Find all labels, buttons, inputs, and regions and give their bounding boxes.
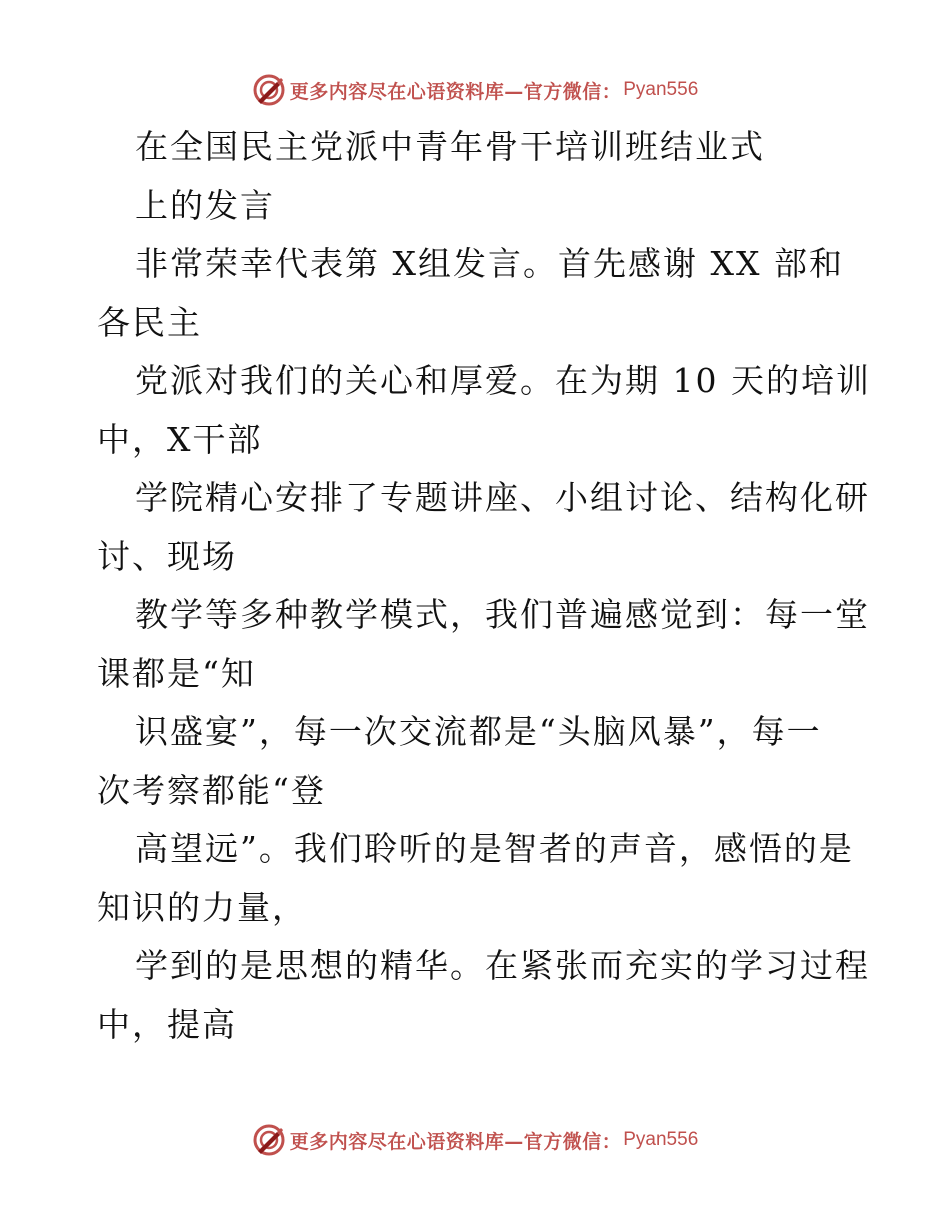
text-line: 教学等多种教学模式，我们普遍感觉到：每一堂 — [135, 595, 870, 634]
text-line: 非常荣幸代表第 X组发言。首先感谢 XX 部和 — [135, 244, 844, 283]
watermark-header — [0, 70, 950, 110]
text-line: 知识的力量， — [97, 887, 307, 927]
watermark-id: Pyan556 — [623, 1129, 699, 1150]
document-body — [97, 118, 871, 1054]
text-line: 上的发言 — [135, 185, 275, 225]
text-line: 党派对我们的关心和厚爱。在为期 10 天的培训 — [135, 361, 871, 400]
text-line: 各民主 — [97, 302, 202, 342]
watermark-text: 更多内容尽在心语资料库—官方微信： — [289, 1130, 622, 1153]
watermark-text: 更多内容尽在心语资料库—官方微信： — [289, 80, 622, 103]
text-line: 讨、现场 — [97, 536, 237, 576]
watermark-logo-icon — [252, 73, 286, 107]
text-line: 学院精心安排了专题讲座、小组讨论、结构化研 — [135, 478, 870, 517]
text-line: 中，提高 — [97, 1004, 237, 1044]
watermark-id: Pyan556 — [623, 79, 699, 100]
text-line: 次考察都能“登 — [97, 770, 326, 810]
text-line: 中，X干部 — [97, 419, 263, 459]
text-line: 高望远”。我们聆听的是智者的声音，感悟的是 — [135, 829, 854, 868]
text-line: 识盛宴”，每一次交流都是“头脑风暴”，每一 — [135, 712, 822, 751]
text-line: 学到的是思想的精华。在紧张而充实的学习过程 — [135, 946, 870, 985]
watermark-footer — [0, 1120, 950, 1160]
watermark-logo-icon — [252, 1123, 286, 1157]
text-line: 在全国民主党派中青年骨干培训班结业式 — [135, 127, 765, 166]
text-line: 课都是“知 — [97, 653, 256, 693]
